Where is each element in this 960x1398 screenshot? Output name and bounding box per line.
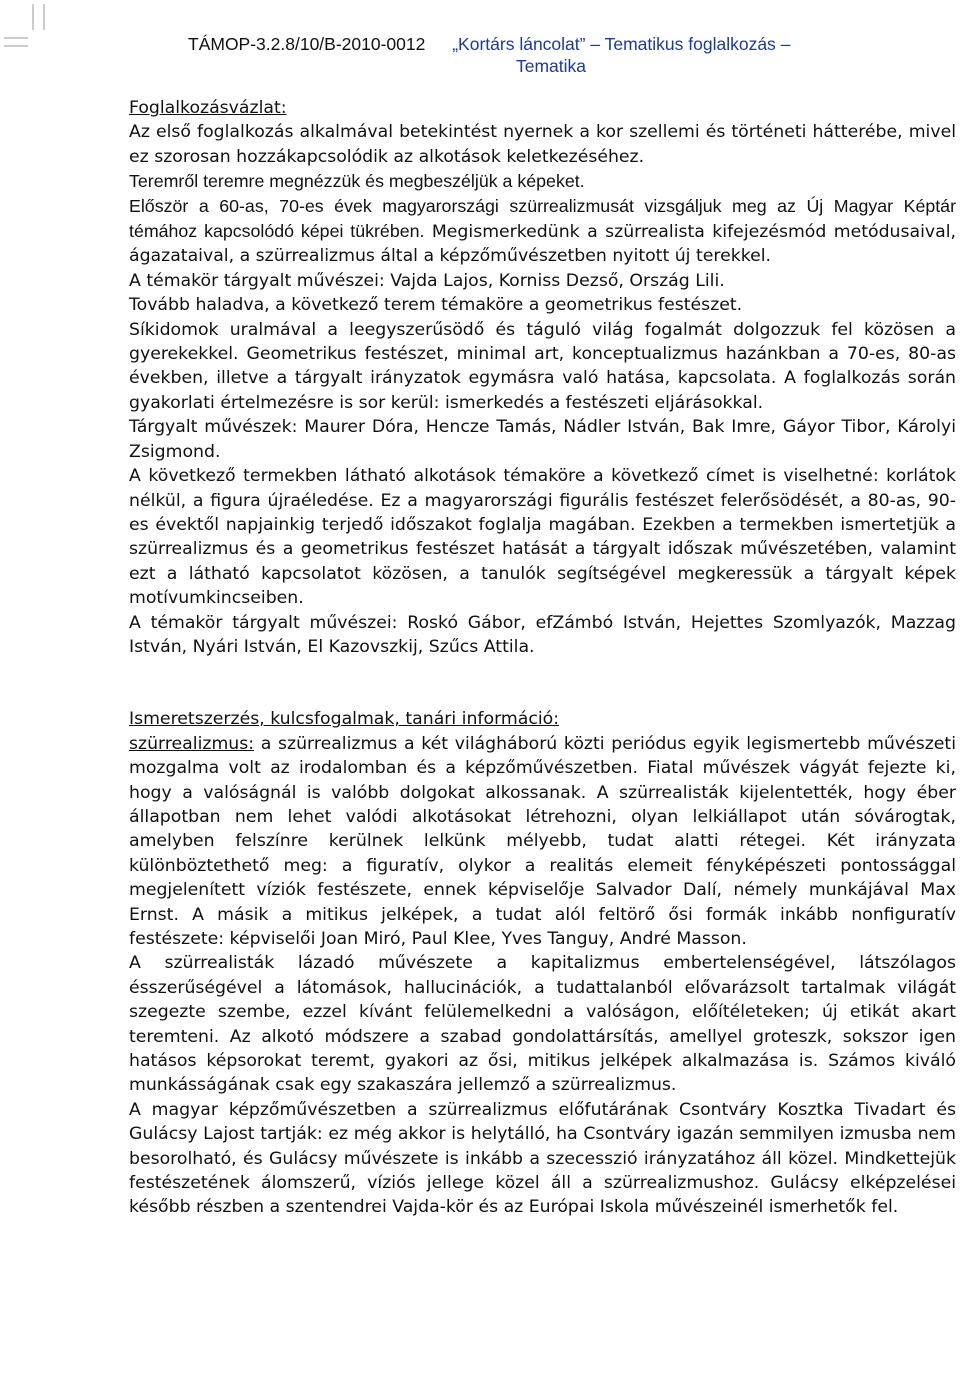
knowledge-sentence: A szürrealisták lázadó művészete a kapitalizmus embertelenségével, látszólagos ésszerűségével a látomások, hallucinációk, a tudattalanból elővarázsolt tartalmak világát szegezte szembe, ezzel kívánt felülemelkedni a valóságon, előítéleteken; új etikát akart teremteni.: [129, 953, 956, 1047]
outline-sentence: A foglalkozás során gyakorlati értelmezésre is sor kerül: ismerkedés a festészeti eljárásokkal.: [129, 368, 957, 413]
outline-paragraph: Tovább haladva, a következő terem témaköre a geometrikus festészet.: [129, 295, 743, 316]
outline-sentence: Ez a magyarországi figurális festészet felerősödését, a 80-as, 90-es évektől napjainkig terjedő időszakot foglalja magában.: [129, 490, 956, 535]
page-corner-mark: [0, 0, 60, 50]
header-title: „Kortárs láncolat” – Tematikus foglalkozás –: [452, 34, 791, 54]
knowledge-paragraph: [129, 1098, 956, 1220]
knowledge-sentence: a szürrealizmus a két világháború közti periódus egyik legismertebb művészeti mozgalma volt az irodalomban és a képzőművészetben.: [129, 733, 956, 779]
outline-paragraph: [129, 194, 956, 269]
outline-heading: Foglalkozásvázlat:: [129, 98, 287, 118]
outline-sentence: A következő termekben látható alkotások témaköre a következő címet is viselhetné: korlátok nélkül, a figura újraéledése.: [129, 466, 956, 511]
outline-paragraph: [129, 464, 956, 610]
outline-paragraph: Tárgyalt művészek: Maurer Dóra, Hencze Tamás, Nádler István, Bak Imre, Gáyor Tibor, Károlyi Zsigmond.: [129, 417, 956, 462]
knowledge-sentence: A magyar képzőművészetben a szürrealizmus előfutárának Csontváry Kosztka Tivadart és Gulácsy Lajost tartják: ez még akkor is helytálló, ha Csontváry igazán semmilyen izmusba nem besorolható, és Gulácsy művészete is inkább a szecesszió irányzatához áll közel.: [129, 1099, 956, 1169]
page-header: [188, 33, 948, 77]
knowledge-sentence: Mindkettejük festészetének álomszerű, víziós jellege közel áll a szürrealizmushoz.: [129, 1148, 956, 1194]
outline-paragraph: [129, 318, 956, 416]
knowledge-sentence: Fiatal művészek vágyát fejezte ki, hogy a valóságnál is valóbb dolgokat alkossanak.: [129, 758, 956, 803]
project-code: TÁMOP-3.2.8/10/B-2010-0012: [188, 34, 426, 54]
knowledge-paragraph: [129, 951, 956, 1097]
header-title-line2: Tematika: [516, 56, 587, 76]
knowledge-paragraph: [129, 732, 956, 952]
outline-sentence: Ezekben a termekben ismertetjük a szürrealizmus és a geometrikus festészet hatását a tárgyalt időszak művészetében, valamint ezt a látható kapcsolatot közösen, a tanulók segítségével megkeressük a tárgyalt képek motívumkincseiben.: [129, 514, 956, 609]
knowledge-sentence: Két irányzata különböztethető meg: a figuratív, olykor a realitás elemeit fényképészeti pontossággal megjelenített víziók festészete, ennek képviselője Salvador Dalí, némely munkájával Max Ernst.: [129, 831, 957, 925]
knowledge-sentence: Számos kiváló munkásságának csak egy szakaszára jellemző a szürrealizmus.: [129, 1051, 956, 1096]
outline-paragraph: A témakör tárgyalt művészei: Vajda Lajos, Korniss Dezső, Ország Lili.: [129, 270, 725, 291]
outline-sentence: Megismerkedünk a szürrealista kifejezésmód metódusaival, ágazataival, a szürrealizmus által a képzőművészetben nyitott új terekkel.: [129, 222, 957, 267]
outline-sentence: Síkidomok uralmával a leegyszerűsödő és táguló világ fogalmát dolgozzuk fel közösen a gyerekekkel.: [129, 319, 956, 365]
outline-sentence: Először a 60-as, 70-es évek magyarországi szürrealizmusát vizsgáljuk meg az Új Magyar Képtár témához kapcsolódó képei tükrében.: [129, 195, 956, 242]
term-label: szürrealizmus:: [129, 733, 255, 754]
knowledge-sentence: Az alkotó módszere a szabad gondolattársítás, amellyel groteszk, sokszor igen hatásos képsorokat teremt, gyakori az ősi, mitikus jelképek alkalmazása is.: [129, 1026, 956, 1072]
knowledge-sentence: A szürrealisták kijelentették, hogy éber állapotban nem lehet valódi alkotásokat létrehozni, olyan lelkiállapot után sóvárogtak, amelyben felszínre kerülnek lelkünk mélyebb, tudat alatti rétegei.: [129, 782, 956, 852]
knowledge-sentence: Gulácsy elképzelései később részben a szentendrei Vajda-kör és az Európai Iskola művészeinél ismerhetők fel.: [129, 1173, 957, 1218]
document-body: [129, 96, 956, 1220]
outline-sentence: Geometrikus festészet, minimal art, konceptualizmus hazánkban a 70-es, 80-as években, illetve a tárgyalt irányzatok egymásra való hatása, kapcsolata.: [129, 344, 956, 389]
knowledge-heading: Ismeretszerzés, kulcsfogalmak, tanári információ:: [129, 709, 560, 730]
knowledge-sentence: A másik a mitikus jelképek, a tudat alól feltörő ősi formák inkább nonfiguratív festészete: képviselői Joan Miró, Paul Klee, Yves Tanguy, André Masson.: [129, 904, 956, 949]
outline-paragraph: Az első foglalkozás alkalmával betekintést nyernek a kor szellemi és történeti hátterébe, mivel ez szorosan hozzákapcsolódik az alkotások keletkezéséhez.: [129, 122, 956, 167]
outline-paragraph: A témakör tárgyalt művészei: Roskó Gábor, efZámbó István, Hejettes Szomlyazók, Mazzag István, Nyári István, El Kazovszkij, Szűcs Attila.: [129, 612, 956, 657]
outline-paragraph: Teremről teremre megnézzük és megbeszéljük a képeket.: [129, 171, 585, 192]
